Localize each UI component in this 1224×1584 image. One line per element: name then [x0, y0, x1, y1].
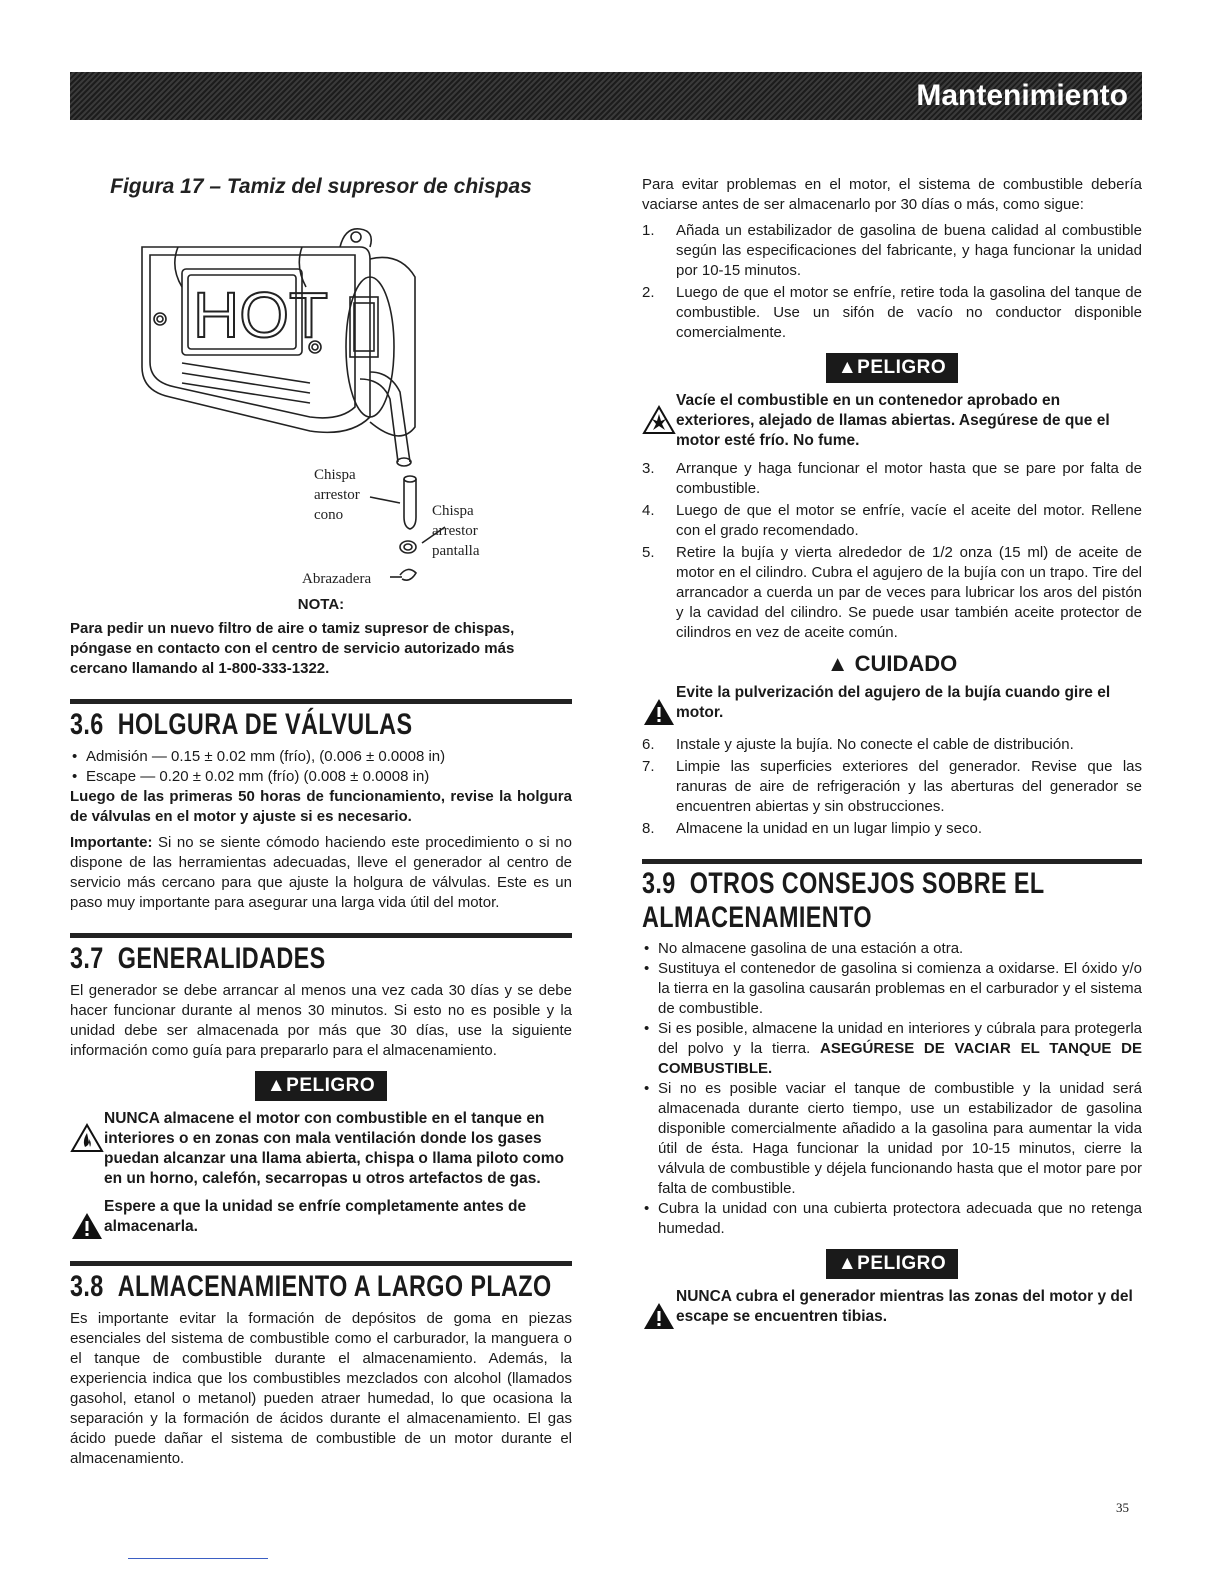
fire-warning-icon [70, 1123, 104, 1153]
warning-text: Evite la pulverización del agujero de la bujía cuando gire el motor. [676, 684, 1111, 721]
danger-badge: ▲PELIGRO [826, 1249, 958, 1279]
warning-block [642, 683, 1142, 727]
list-item: • Sustituya el contenedor de gasolina si comienza a oxidarse. El óxido y/o la tierra en la gasolina causarán problemas en el carburador y el sistema de combustible. [642, 959, 1142, 1019]
warning-block [642, 391, 1142, 451]
section-rule [70, 933, 572, 938]
section-3-9 [642, 859, 1142, 1331]
warning-text: Espere a que la unidad se enfríe completamente antes de almacenarla. [104, 1198, 527, 1235]
label-screen: Chispa arrestor pantalla [432, 503, 480, 559]
header-title: Mantenimiento [916, 79, 1128, 112]
section-heading: 3.8 ALMACENAMIENTO A LARGO PLAZO [70, 1270, 552, 1303]
section-rule [70, 699, 572, 704]
explosion-warning-icon [642, 405, 676, 435]
list-item: 2. Luego de que el motor se enfríe, retire toda la gasolina del tanque de combustible. Use un sifón de vacío no conductor disponible comercialmente. [642, 284, 1142, 341]
list-item: 6. Instale y ajuste la bujía. No conecte el cable de distribución. [642, 736, 1074, 753]
warning-block [642, 1287, 1142, 1331]
section-3-8 [70, 1261, 572, 1469]
list-item: 8. Almacene la unidad en un lugar limpio y seco. [642, 820, 983, 837]
figure-spark-arrestor [70, 207, 572, 587]
section-rule [70, 1261, 572, 1266]
header-bar [70, 72, 1142, 120]
long-term-storage-paragraph: Es importante evitar la formación de depósitos de goma en piezas esenciales del sistema de combustible como el carburador, la manguera o el tanque de combustible durante el almacenamiento. Además, la experiencia indica que los combustibles mezclados con alcohol (llamados gasohol, etanol o metanol) pueden atraer humedad, lo que ocasiona la separación y la formación de ácidos durante el almacenamiento. El gas ácido puede dañar el sistema de combustible de un motor durante el almacenamiento. [70, 1310, 572, 1467]
warning-block [70, 1197, 572, 1241]
storage-steps [642, 459, 1142, 643]
danger-badge: ▲PELIGRO [826, 353, 958, 383]
list-item: • Cubra la unidad con una cubierta protectora adecuada que no retenga humedad. [642, 1199, 1142, 1239]
section-3-7 [70, 933, 572, 1241]
warning-triangle-icon [642, 1301, 676, 1331]
list-item: • Escape — 0.20 ± 0.02 mm (frío) (0.008 ± 0.0008 in) [70, 767, 572, 787]
figure-caption: Figura 17 – Tamiz del supresor de chispas [110, 175, 532, 198]
storage-tips-list [642, 939, 1142, 1239]
section-heading: 3.6 HOLGURA DE VÁLVULAS [70, 708, 413, 741]
section-3-6 [70, 699, 572, 913]
list-item: • Si no es posible vaciar el tanque de combustible y la unidad será almacenada durante cierto tiempo, use un estabilizador de gasolina disponible comercialmente añadido a la gasolina para aumentar la vida útil de ésta. Haga funcionar la unidad por 10-15 minutos, cierre la válvula de combustible y déjela funcionando hasta que el motor pare por falta de combustible. [642, 1079, 1142, 1199]
section-heading: 3.9 OTROS CONSEJOS SOBRE EL ALMACENAMIENTO [642, 867, 1045, 934]
warning-text: NUNCA cubra el generador mientras las zonas del motor y del escape se encuentren tibias. [676, 1288, 1133, 1325]
list-item: 4. Luego de que el motor se enfríe, vacíe el aceite del motor. Rellene con el grado recomendado. [642, 502, 1142, 539]
section-heading: 3.7 GENERALIDADES [70, 942, 326, 975]
general-paragraph: El generador se debe arrancar al menos una vez cada 30 días y se debe hacer funcionar durante al menos 30 minutos. Si esto no es posible y la unidad debe ser almacenada por más que 30 días, use la siguiente información como guía para prepararlo para el almacenamiento. [70, 982, 572, 1059]
page-number: 35 [1116, 1500, 1129, 1515]
storage-steps [642, 221, 1142, 343]
list-item: 5. Retire la bujía y vierta alrededor de 1/2 onza (15 ml) de aceite de motor en el cilindro. Cubra el agujero de la bujía con un trapo. Tire del arrancador a cuerda un par de veces para lubricar los aros del pistón y la cavidad del cilindro. Se puede usar también aceite protector de cilindros en vez de aceite común. [642, 544, 1142, 641]
list-item: 7. Limpie las superficies exteriores del generador. Revise que las ranuras de aire de refrigeración y las aberturas del generador se encuentren abiertas y sin obstrucciones. [642, 758, 1142, 815]
label-cone: Chispa arrestor cono [314, 467, 360, 523]
valve-clearance-list [70, 747, 572, 787]
right-column [642, 175, 1142, 1339]
footer-line [128, 1558, 268, 1559]
list-item: 1. Añada un estabilizador de gasolina de buena calidad al combustible según las especificaciones del fabricante, y haga funcionar la unidad por 10-15 minutos. [642, 222, 1142, 279]
important-paragraph: Importante: Si no se siente cómodo haciendo este procedimiento o si no dispone de las herramientas adecuadas, lleve el generador al centro de servicio más cercano para que ajuste la holgura de válvulas. Este es un paso muy importante para asegurar una larga vida útil del motor. [70, 834, 572, 911]
valve-note: Luego de las primeras 50 horas de funcionamiento, revise la holgura de válvulas en el motor y ajuste si es necesario. [70, 788, 572, 825]
nota-text: Para pedir un nuevo filtro de aire o tamiz supresor de chispas, póngase en contacto con el centro de servicio autorizado más cercano llamando al 1-800-333-1322. [70, 620, 515, 677]
caution-heading: ▲ CUIDADO [826, 651, 958, 676]
nota-title: NOTA: [297, 596, 345, 613]
warning-triangle-icon [70, 1211, 104, 1241]
spark-arrestor-illustration [70, 207, 572, 582]
list-item: • Admisión — 0.15 ± 0.02 mm (frío), (0.006 ± 0.0008 in) [70, 747, 572, 767]
list-item: • No almacene gasolina de una estación a otra. [642, 939, 1142, 959]
warning-text: Vacíe el combustible en un contenedor aprobado en exteriores, alejado de llamas abiertas. Asegúrese de que el motor esté frío. No fume. [676, 392, 1110, 449]
danger-badge: ▲PELIGRO [255, 1071, 387, 1101]
left-column [70, 175, 572, 1475]
label-clamp: Abrazadera [302, 571, 372, 587]
storage-steps [642, 735, 1142, 839]
warning-triangle-icon [642, 697, 676, 727]
list-item: • Si es posible, almacene la unidad en interiores y cúbrala para protegerla del polvo y la tierra. ASEGÚRESE DE VACIAR EL TANQUE DE COMBUSTIBLE. [642, 1019, 1142, 1079]
list-item: 3. Arranque y haga funcionar el motor hasta que se pare por falta de combustible. [642, 460, 1142, 497]
hot-label: HOT [193, 279, 329, 351]
section-rule [642, 859, 1142, 864]
warning-block [70, 1109, 572, 1189]
warning-text: NUNCA almacene el motor con combustible en el tanque en interiores o en zonas con mala ventilación donde los gases puedan alcanzar una llama abierta, chispa o llama piloto como en un horno, calefón, secarropas u otros artefactos de gas. [104, 1110, 564, 1187]
storage-intro: Para evitar problemas en el motor, el sistema de combustible debería vaciarse antes de ser almacenarlo por 30 días o más, como sigue: [642, 176, 1142, 213]
